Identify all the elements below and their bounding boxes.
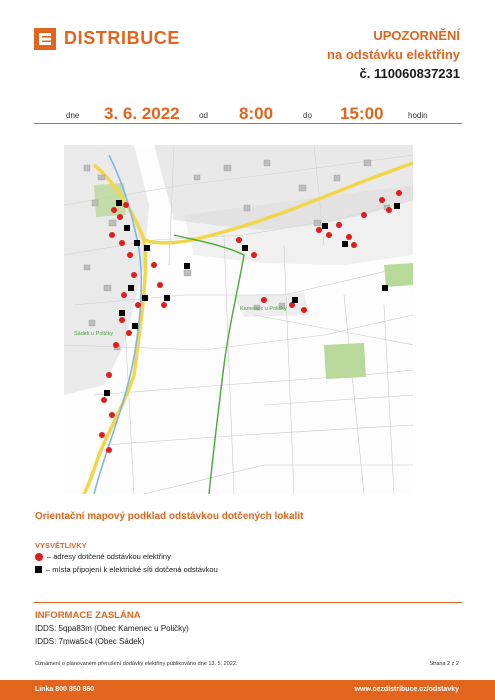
publication-note: Oznámení o plánovaném přerušení dodávky elektřiny publikováno dne 13. 5. 2022. [35, 661, 238, 667]
hours-label: hodin [408, 111, 428, 120]
info-line-sadek: IDDS: 7mwa5c4 (Obec Sádek) [35, 637, 145, 646]
notice-number: č. 110060837231 [359, 66, 460, 81]
map-canvas [64, 145, 413, 494]
schedule-divider [34, 123, 462, 124]
notice-header [327, 26, 460, 83]
outage-date: 3. 6. 2022 [104, 104, 180, 123]
legend-item-address [35, 552, 171, 561]
page-number: Strana 2 z 2 [429, 661, 459, 667]
place-label-sadek: Sádek u Poličky [74, 331, 114, 337]
legend-title: VYSVĚTLIVKY [35, 541, 87, 550]
legend-item-connection [35, 565, 218, 574]
notice-subtitle: na odstávku elektřiny [327, 47, 460, 62]
notice-title: UPOZORNĚNÍ [373, 28, 460, 43]
legend-item-text: – adresy dotčené odstávkou elektřiny [47, 552, 171, 561]
outage-map [64, 145, 413, 494]
website-link[interactable]: www.cezdistribuce.cz/odstavky [354, 686, 459, 693]
info-line-kamenec: IDDS: 5qpa83m (Obec Kamenec u Poličky) [35, 624, 189, 633]
cez-logo-icon [34, 28, 56, 50]
to-time: 15:00 [340, 104, 384, 123]
from-time: 8:00 [239, 104, 274, 123]
black-square-icon [35, 566, 42, 573]
from-label: od [199, 111, 208, 120]
red-dot-icon [35, 553, 43, 561]
info-title: INFORMACE ZASLÁNA [35, 610, 141, 621]
to-label: do [303, 111, 312, 120]
footer-bar [0, 680, 495, 700]
map-caption: Orientační mapový podklad odstávkou dotčených lokalit [35, 511, 304, 522]
legend-item-text: – místa připojení k elektrické síti dotčená odstávkou [46, 565, 218, 574]
info-divider [34, 602, 462, 603]
hotline-text: Linka 800 850 860 [35, 686, 95, 693]
place-label-kamenec: Kamenec u Poličky [240, 306, 287, 312]
brand-name: DISTRIBUCE [64, 28, 181, 48]
day-label: dne [66, 111, 80, 120]
